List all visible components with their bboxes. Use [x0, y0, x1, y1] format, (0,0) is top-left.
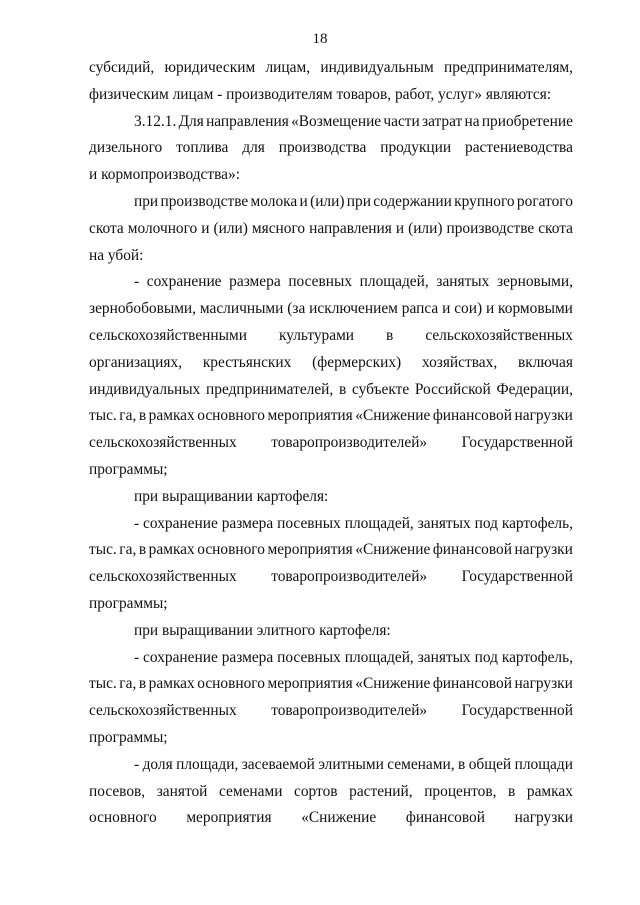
text-line [89, 591, 573, 618]
word: сельскохозяйственными [89, 326, 247, 344]
word: содержании [373, 192, 452, 210]
text-line [89, 162, 573, 189]
word: «Снижение [355, 675, 431, 693]
word: в [338, 380, 347, 398]
word: семенами, [387, 755, 455, 773]
word: растений, [349, 782, 413, 800]
line-text: при выращивании элитного картофеля: [134, 621, 391, 639]
text-line [89, 350, 573, 377]
paragraph-crop-area [89, 269, 573, 483]
word: затрат [421, 112, 463, 130]
word: сортов [294, 782, 338, 800]
text-line [89, 671, 573, 698]
paragraph-milk-cattle [89, 189, 573, 269]
word: при [134, 192, 159, 210]
word: Российской [414, 380, 491, 398]
paragraph-elite-potato-heading [89, 618, 573, 645]
word: рамках [148, 541, 195, 559]
word: в [138, 407, 147, 425]
word: тыс. [89, 541, 117, 559]
word: размера [229, 273, 281, 291]
word: рапса [401, 300, 439, 318]
word: картофель, [501, 514, 573, 532]
word: сельскохозяйственных [89, 434, 237, 452]
word: направления [206, 112, 289, 130]
word: и [201, 219, 210, 237]
word: мероприятия [267, 675, 353, 693]
word: - [134, 648, 140, 666]
word: мероприятия [267, 541, 353, 559]
text-line [89, 216, 573, 243]
text-line [89, 243, 573, 270]
word: сельскохозяйственных [89, 702, 237, 720]
line-text: программы; [89, 460, 168, 478]
word: финансовой [432, 407, 512, 425]
word: нагрузки [514, 675, 573, 693]
word: размера [221, 514, 274, 532]
paragraph-potato-heading [89, 484, 573, 511]
word: финансовой [432, 675, 512, 693]
word: рамках [148, 407, 195, 425]
word: и [299, 192, 308, 210]
word: 3.12.1. [134, 112, 177, 130]
word: топлива [176, 139, 229, 157]
word: в [458, 755, 466, 773]
word: тыс. [89, 675, 117, 693]
word: крестьянских [202, 353, 292, 371]
word: Государственной [461, 702, 573, 720]
word: субсидий, [89, 59, 155, 76]
word: производстве [446, 219, 535, 237]
word: скота [538, 219, 573, 237]
text-line [89, 645, 573, 672]
word: посевов, [89, 782, 146, 800]
word: га, [119, 675, 137, 693]
word: рамках [148, 675, 195, 693]
text-line [89, 269, 573, 296]
text-line [89, 805, 573, 832]
word: мероприятия [267, 407, 353, 425]
word: (или) [408, 219, 443, 237]
word: скота [89, 219, 124, 237]
text-line [89, 109, 573, 136]
text-line [89, 403, 573, 430]
text-line [89, 779, 573, 806]
word: (фермерских) [312, 353, 402, 371]
word: продукции [380, 139, 452, 157]
word: молочного [127, 219, 198, 237]
text-line [89, 189, 573, 216]
word: площадей, [359, 273, 429, 291]
word: «Снижение [355, 407, 431, 425]
word: процентов, [424, 782, 497, 800]
text-line [89, 698, 573, 725]
word: «Снижение [301, 809, 377, 827]
text-line [89, 752, 573, 779]
word: предпринимателям, [443, 59, 573, 76]
word: части [383, 112, 420, 130]
word: субъекте [351, 380, 410, 398]
text-line [89, 457, 573, 484]
line-text: программы; [89, 728, 168, 746]
word: занятых [417, 514, 471, 532]
word: под [474, 514, 498, 532]
word: га, [119, 541, 137, 559]
text-line [89, 82, 573, 109]
word: занятой [156, 782, 208, 800]
word: (или) [310, 192, 345, 210]
text-line [89, 564, 573, 591]
word: сельскохозяйственных [89, 568, 237, 586]
text-line [89, 484, 573, 511]
text-line [89, 296, 573, 323]
word: сохранение [146, 273, 222, 291]
word: на [464, 112, 480, 130]
word: нагрузки [514, 407, 573, 425]
word: - [134, 514, 140, 532]
line-text: физическим лицам - производителям товаров, работ, услуг» являются: [89, 85, 552, 103]
word: крупного [454, 192, 515, 210]
word: мясного [251, 219, 306, 237]
word: финансовой [405, 809, 485, 827]
text-line [89, 135, 573, 162]
word: сохранение [143, 648, 218, 666]
word: зернобобовыми, [89, 300, 197, 318]
word: исключением [309, 300, 398, 318]
word: засеваемой [241, 755, 315, 773]
word: хозяйствах, [421, 353, 498, 371]
paragraph-3-12-1 [89, 109, 573, 189]
word: основного [89, 809, 157, 827]
word: га, [119, 407, 137, 425]
word: культурами [278, 326, 355, 344]
word: общей [468, 755, 512, 773]
word: нагрузки [514, 541, 573, 559]
word: и [395, 219, 405, 237]
word: организациях, [89, 353, 183, 371]
text-line [89, 618, 573, 645]
paragraph-potato-area [89, 511, 573, 618]
word: «Снижение [355, 541, 431, 559]
line-text: и кормопроизводства»: [89, 166, 240, 184]
paragraph-elite-potato-area [89, 645, 573, 752]
word: «Возмещение [291, 112, 382, 130]
line-text: при выращивании картофеля: [134, 487, 329, 505]
word: производстве [160, 192, 249, 210]
word: дизельного [89, 139, 163, 157]
word: основного [197, 541, 265, 559]
word: товаропроизводителей» [271, 434, 428, 452]
word: индивидуальных [89, 380, 201, 398]
word: индивидуальным [320, 59, 434, 76]
word: посевных [277, 648, 341, 666]
word: предпринимателей, [206, 380, 334, 398]
word: и [442, 300, 451, 318]
word: мероприятия [186, 809, 272, 827]
word: направления [309, 219, 392, 237]
word: нагрузки [514, 809, 573, 827]
line-text: программы; [89, 594, 168, 612]
text-line [89, 430, 573, 457]
text-line [89, 377, 573, 404]
word: (или) [213, 219, 248, 237]
text-line [89, 725, 573, 752]
word: посевных [277, 514, 341, 532]
text-line [89, 55, 573, 82]
word: сельскохозяйственных [425, 326, 573, 344]
paragraph-continuation [89, 55, 573, 109]
text-line [89, 511, 573, 538]
line-text: на убой: [89, 246, 144, 264]
word: занятых [436, 273, 490, 291]
word: основного [197, 407, 265, 425]
word: посевных [288, 273, 353, 291]
page-number: 18 [312, 31, 328, 47]
word: в [138, 541, 147, 559]
word: включая [517, 353, 573, 371]
text-line [89, 537, 573, 564]
word: молока [250, 192, 298, 210]
word: Государственной [461, 434, 573, 452]
word: юридическим [164, 59, 256, 76]
word: основного [197, 675, 265, 693]
word: - [134, 755, 140, 773]
word: Федерации, [496, 380, 573, 398]
word: площади, [176, 755, 239, 773]
word: и [485, 300, 495, 318]
word: площадей, [344, 514, 414, 532]
word: кормовыми [498, 300, 573, 318]
word: сои) [454, 300, 483, 318]
word: площадей, [344, 648, 414, 666]
word: Государственной [461, 568, 573, 586]
word: производства [278, 139, 367, 157]
word: масличными [199, 300, 284, 318]
word: финансовой [432, 541, 512, 559]
word: элитными [318, 755, 384, 773]
word: рамках [526, 782, 573, 800]
word: товаропроизводителей» [271, 568, 428, 586]
paragraph-elite-seed-share [89, 752, 573, 832]
word: тыс. [89, 407, 117, 425]
word: Для [178, 112, 204, 130]
word: (за [287, 300, 306, 318]
word: для [242, 139, 265, 157]
document-body [89, 55, 573, 832]
word: рогатого [516, 192, 573, 210]
text-line [89, 323, 573, 350]
word: доля [142, 755, 173, 773]
word: зерновыми, [497, 273, 573, 291]
word: в [138, 675, 147, 693]
word: при [346, 192, 371, 210]
word: товаропроизводителей» [271, 702, 428, 720]
word: приобретение [481, 112, 573, 130]
word: картофель, [501, 648, 573, 666]
word: в [508, 782, 516, 800]
word: в [386, 326, 394, 344]
word: семенами [218, 782, 283, 800]
word: под [474, 648, 498, 666]
word: занятых [417, 648, 471, 666]
word: размера [221, 648, 274, 666]
word: площади [514, 755, 573, 773]
word: растениеводства [465, 139, 573, 157]
word: лицам, [265, 59, 311, 76]
word: - [134, 273, 140, 291]
word: сохранение [143, 514, 218, 532]
